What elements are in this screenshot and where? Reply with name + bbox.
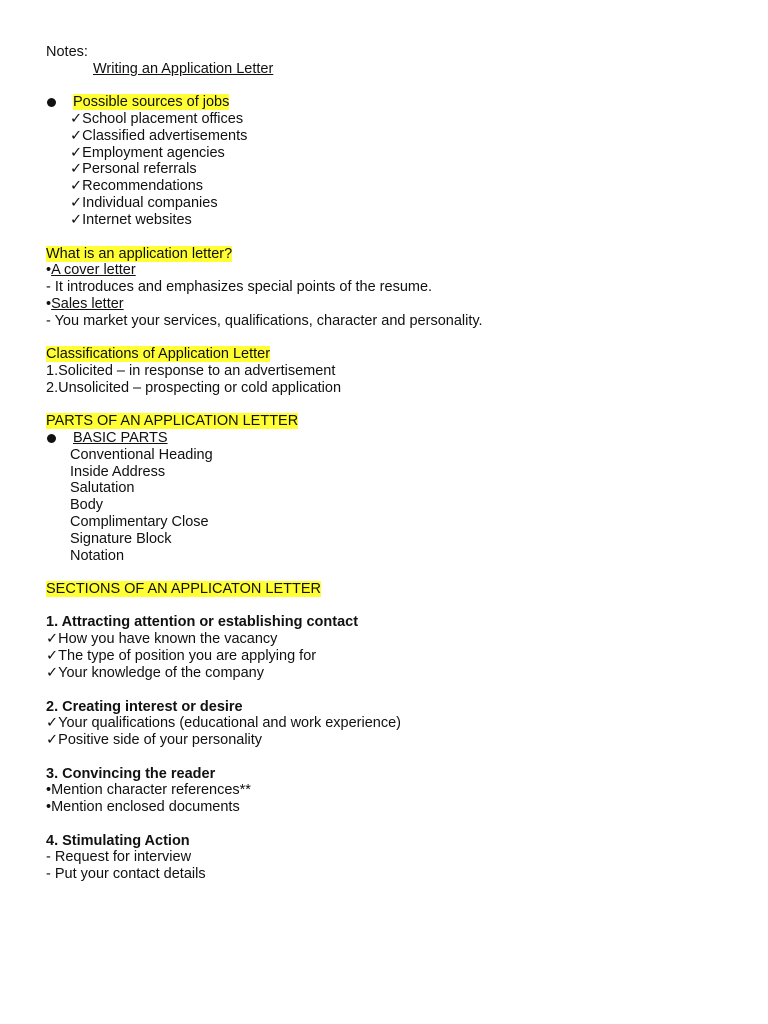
cover-bullet: • [46,262,52,278]
section-2-title: 2. Creating interest or desire [46,699,243,715]
classifications-heading-text: Classifications of Application Letter [46,346,271,362]
basic-parts-label [73,430,168,447]
basic-parts-label-text: BASIC PARTS [73,430,168,446]
sales-letter-desc: - You market your services, qualifications, character and personality. [46,313,483,329]
part-item: Inside Address [70,464,166,480]
notes-label: Notes: [46,44,88,60]
what-is-heading-text: What is an application letter? [46,246,233,262]
sales-letter-label: Sales letter [51,296,124,312]
cover-letter-line [46,262,136,279]
part-item: Salutation [70,480,135,496]
section-1-item: ✓How you have known the vacancy [46,631,278,647]
parts-heading-text: PARTS OF AN APPLICATION LETTER [46,413,299,429]
section-1-title: 1. Attracting attention or establishing contact [46,614,359,630]
sources-item: ✓Employment agencies [70,145,225,161]
sources-heading [73,94,229,111]
sources-item: ✓Personal referrals [70,161,197,177]
section-1-item: ✓The type of position you are applying for [46,648,317,664]
section-4-title: 4. Stimulating Action [46,833,190,849]
cover-letter-label: A cover letter [51,262,136,278]
part-item: Complimentary Close [70,514,209,530]
section-4-item: - Put your contact details [46,866,206,882]
sources-item: ✓School placement offices [70,111,244,127]
bullet-dot-icon [47,434,56,443]
sections-heading-text: SECTIONS OF AN APPLICATON LETTER [46,581,322,597]
sources-item: ✓Internet websites [70,212,192,228]
section-3-item: •Mention character references** [46,782,251,798]
section-3-item: •Mention enclosed documents [46,799,240,815]
section-4-item: - Request for interview [46,849,192,865]
part-item: Signature Block [70,531,172,547]
section-1-item: ✓Your knowledge of the company [46,665,264,681]
sources-item: ✓Individual companies [70,195,218,211]
sales-bullet: • [46,296,52,312]
part-item: Body [70,497,104,513]
part-item: Notation [70,548,125,564]
page-title [93,61,273,78]
sections-heading [46,581,321,598]
sources-item: ✓Recommendations [70,178,204,194]
classification-item: 1.Solicited – in response to an advertisement [46,363,336,379]
page-title-text: Writing an Application Letter [93,61,274,77]
part-item: Conventional Heading [70,447,213,463]
bullet-dot-icon [47,98,56,107]
classification-item: 2.Unsolicited – prospecting or cold application [46,380,342,396]
section-2-item: ✓Your qualifications (educational and work experience) [46,715,401,731]
sources-heading-text: Possible sources of jobs [73,94,230,110]
sources-item: ✓Classified advertisements [70,128,248,144]
section-3-title: 3. Convincing the reader [46,766,216,782]
parts-heading [46,413,298,430]
sales-letter-line [46,296,124,313]
classifications-heading [46,346,270,363]
what-is-heading [46,246,232,263]
section-2-item: ✓Positive side of your personality [46,732,263,748]
cover-letter-desc: - It introduces and emphasizes special points of the resume. [46,279,433,295]
